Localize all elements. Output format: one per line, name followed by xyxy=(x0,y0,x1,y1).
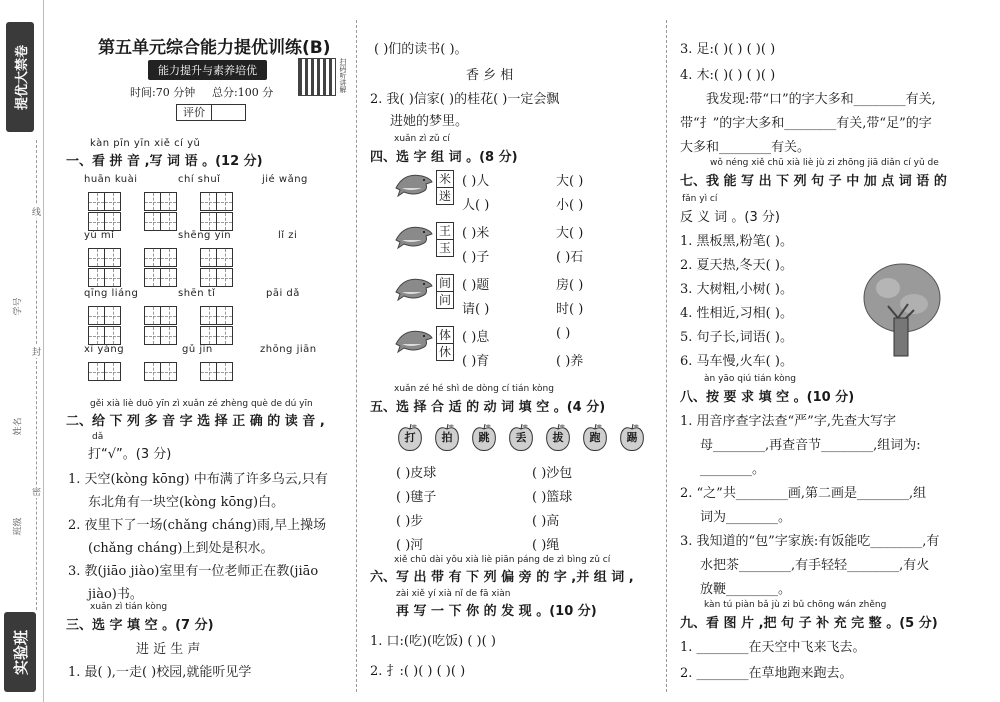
question-line[interactable]: 东北角有一块空(kòng kōng)白。 xyxy=(88,495,285,510)
column-1 xyxy=(58,0,350,702)
column-3 xyxy=(676,0,992,702)
section-6-subtitle: 再 写 一 下 你 的 发 现 。(10 分) xyxy=(396,604,597,619)
word-blank[interactable]: ( )育 xyxy=(462,354,490,369)
word-blank[interactable]: ( )题 xyxy=(462,278,490,293)
verb-apple-row xyxy=(396,422,646,452)
question-line[interactable]: 3. 教(jiāo jiào)室里有一位老师正在教(jiāo xyxy=(68,564,319,579)
section-8-title: 八、按 要 求 填 空 。(10 分) xyxy=(680,390,855,405)
column-2 xyxy=(366,0,662,702)
pinyin-word: lǐ zi xyxy=(278,230,298,241)
writing-grid-row[interactable] xyxy=(88,362,232,381)
antonym-line[interactable]: 1. 黑板黑,粉笔( )。 xyxy=(680,234,793,249)
section-pinyin: xuǎn zé hé shì de dòng cí tián kòng xyxy=(394,384,554,394)
verb-apple-icon: 跳 xyxy=(470,422,498,452)
verb-blank[interactable]: ( )毽子 xyxy=(396,490,437,505)
verb-apple-icon: 拔 xyxy=(544,422,572,452)
column-divider xyxy=(356,20,357,692)
verb-apple-icon: 跑 xyxy=(581,422,609,452)
word-blank[interactable]: ( )养 xyxy=(556,354,584,369)
word-blank[interactable]: 小( ) xyxy=(556,198,584,213)
question-line[interactable]: (chǎng cháng)上到处是积水。 xyxy=(88,541,274,556)
writing-grid-row[interactable] xyxy=(88,212,232,231)
pair-character: 玉 xyxy=(438,241,451,255)
word-blank[interactable]: ( ) xyxy=(556,326,571,341)
section-pinyin: gěi xià liè duō yīn zì xuǎn zé zhèng què de dú yīn xyxy=(90,399,313,409)
pinyin-word: gǔ jīn xyxy=(182,344,213,355)
writing-grid-row[interactable] xyxy=(88,306,232,325)
section-7-title: 七、我 能 写 出 下 列 句 子 中 加 点 词 语 的 xyxy=(680,174,947,189)
section-4-title: 四、选 字 组 词 。(8 分) xyxy=(370,150,518,165)
verb-apple-icon: 拍 xyxy=(433,422,461,452)
pinyin-word: chí shuǐ xyxy=(178,174,221,185)
cut-label: 线 xyxy=(32,205,41,218)
word-blank[interactable]: ( )石 xyxy=(556,250,584,265)
pinyin-word: pāi dǎ xyxy=(266,288,300,299)
word-blank[interactable]: 大( ) xyxy=(556,226,584,241)
pinyin-word: xī yáng xyxy=(84,344,125,355)
question-line[interactable]: 1. 用音序查字法查“严”字,先查大写字 xyxy=(680,414,896,429)
choice-characters: 进 近 生 声 xyxy=(136,642,201,657)
binding-sidebar xyxy=(0,0,44,702)
question-line[interactable]: 1. 天空(kòng kōng) 中布满了许多乌云,只有 xyxy=(68,472,328,487)
pinyin-word: qīng liáng xyxy=(84,288,139,299)
evaluation-box[interactable]: 评价 xyxy=(176,104,246,121)
question-line[interactable]: ( )们的读书( )。 xyxy=(374,42,468,57)
pair-character: 米 xyxy=(438,172,451,186)
verb-apple-icon: 丢 xyxy=(507,422,535,452)
dolphin-icon xyxy=(394,222,434,254)
antonym-line[interactable]: 6. 马车慢,火车( )。 xyxy=(680,354,793,369)
section-pinyin: xiě chū dài yǒu xià liè piān páng de zì bìng zǔ cí xyxy=(394,555,611,565)
pinyin-word: shēn tǐ xyxy=(178,288,216,299)
question-line[interactable]: 大多和________有关。 xyxy=(680,140,811,155)
word-blank[interactable]: ( )人 xyxy=(462,174,490,189)
column-divider xyxy=(666,20,667,692)
question-line[interactable]: 2. 扌:( )( ) ( )( ) xyxy=(370,664,466,679)
verb-blank[interactable]: ( )沙包 xyxy=(532,466,573,481)
word-blank[interactable]: 房( ) xyxy=(556,278,584,293)
word-blank[interactable]: 时( ) xyxy=(556,302,584,317)
question-line: 进她的梦里。 xyxy=(390,114,469,129)
pinyin-word: huān kuài xyxy=(84,174,138,185)
student-id-field: 学号 xyxy=(13,297,24,316)
character-pair xyxy=(436,170,454,205)
pinyin-word: jié wǎng xyxy=(262,174,308,185)
pair-character: 迷 xyxy=(438,189,451,203)
antonym-line[interactable]: 4. 性相近,习相( )。 xyxy=(680,306,793,321)
section-pinyin: kàn pīn yīn xiě cí yǔ xyxy=(90,138,201,149)
verb-blank[interactable]: ( )皮球 xyxy=(396,466,437,481)
cut-label: 密 xyxy=(32,485,41,498)
pair-character: 问 xyxy=(438,293,451,307)
question-line[interactable]: 3. 足:( )( ) ( )( ) xyxy=(680,42,776,57)
question-line[interactable]: 4. 木:( )( ) ( )( ) xyxy=(680,68,776,83)
verb-blank[interactable]: ( )篮球 xyxy=(532,490,573,505)
pair-character: 休 xyxy=(438,345,451,359)
question-line[interactable]: 1. ________在天空中飞来飞去。 xyxy=(680,640,866,655)
section-5-title: 五、选 择 合 适 的 动 词 填 空 。(4 分) xyxy=(370,400,606,415)
word-blank[interactable]: ( )子 xyxy=(462,250,490,265)
section-3-title: 三、选 字 填 空 。(7 分) xyxy=(66,618,214,633)
question-line[interactable]: 母________,再查音节________,组词为: xyxy=(700,438,921,453)
writing-grid-row[interactable] xyxy=(88,248,232,267)
writing-grid-row[interactable] xyxy=(88,192,232,211)
pair-character: 间 xyxy=(438,276,451,290)
verb-blank[interactable]: ( )绳 xyxy=(532,538,560,553)
question-line[interactable]: ________。 xyxy=(700,462,766,477)
verb-blank[interactable]: ( )河 xyxy=(396,538,424,553)
section-pinyin: àn yāo qiú tián kòng xyxy=(704,374,796,384)
dolphin-icon xyxy=(394,274,434,306)
choice-characters: 香 乡 相 xyxy=(466,68,514,83)
word-blank[interactable]: 人( ) xyxy=(462,198,490,213)
section-2-subtitle: 打“√”。(3 分) xyxy=(88,447,172,462)
class-field: 班级 xyxy=(13,517,24,536)
section-9-title: 九、看 图 片 ,把 句 子 补 充 完 整 。(5 分) xyxy=(680,616,938,631)
pair-character: 体 xyxy=(438,328,451,342)
section-2-title: 二、给 下 列 多 音 字 选 择 正 确 的 读 音 , xyxy=(66,414,325,429)
verb-blank[interactable]: ( )高 xyxy=(532,514,560,529)
pinyin-word: yù mǐ xyxy=(84,230,115,241)
tree-illustration xyxy=(858,258,946,358)
question-line[interactable]: 水把茶________,有手轻轻________,有火 xyxy=(700,558,930,573)
cut-label: 封 xyxy=(32,345,41,358)
brand-logo-top: 提优大禁卷 xyxy=(6,22,34,132)
section-7-subtitle: 反 义 词 。(3 分) xyxy=(680,210,780,225)
section-pinyin: fǎn yì cí xyxy=(682,194,718,204)
word-blank[interactable]: 大( ) xyxy=(556,174,584,189)
verb-apple-icon: 打 xyxy=(396,422,424,452)
question-line[interactable]: 2. 夜里下了一场(chǎng cháng)雨,早上操场 xyxy=(68,518,327,533)
writing-grid-row[interactable] xyxy=(88,268,232,287)
page-title: 第五单元综合能力提优训练(B) xyxy=(98,38,331,58)
qr-code-icon[interactable] xyxy=(298,58,336,96)
dolphin-icon xyxy=(394,326,434,358)
question-line[interactable]: 带“扌”的字大多和________有关,带“足”的字 xyxy=(680,116,932,131)
section-pinyin: xuǎn zì tián kòng xyxy=(90,602,168,612)
name-field: 姓名 xyxy=(13,417,24,436)
total-score-label: 总分:100 分 xyxy=(212,86,274,99)
section-1-title: 一、看 拼 音 ,写 词 语 。(12 分) xyxy=(66,154,263,169)
verb-apple-icon: 踢 xyxy=(618,422,646,452)
word-blank[interactable]: ( )息 xyxy=(462,330,490,345)
verb-blank[interactable]: ( )步 xyxy=(396,514,424,529)
word-blank[interactable]: ( )米 xyxy=(462,226,490,241)
pair-character: 王 xyxy=(438,224,451,238)
pinyin-word: zhōng jiān xyxy=(260,344,317,355)
word-blank[interactable]: 请( ) xyxy=(462,302,490,317)
antonym-line[interactable]: 5. 句子长,词语( )。 xyxy=(680,330,793,345)
character-pair xyxy=(436,274,454,309)
section-pinyin: dǎ xyxy=(92,432,104,442)
question-line[interactable]: 1. 口:(吃)(吃饭) ( )( ) xyxy=(370,634,496,649)
pinyin-word: shēng yīn xyxy=(178,230,232,241)
qr-caption: 扫码听讲解 xyxy=(339,58,347,93)
brand-logo-bottom: 实验班 xyxy=(4,612,36,692)
question-line[interactable]: 词为________。 xyxy=(700,510,792,525)
dolphin-icon xyxy=(394,170,434,202)
question-line[interactable]: 2. 我( )信家( )的桂花( )一定会飘 xyxy=(370,92,560,107)
question-line[interactable]: 1. 最( ),一走( )校园,就能听见学 xyxy=(68,665,252,680)
writing-grid-row[interactable] xyxy=(88,326,232,345)
question-line[interactable]: jiào)书。 xyxy=(88,587,143,602)
question-line[interactable]: 2. ________在草地跑来跑去。 xyxy=(680,666,853,681)
question-line[interactable]: 我发现:带“口”的字大多和________有关, xyxy=(706,92,936,107)
section-pinyin: zài xiě yí xià nǐ de fā xiàn xyxy=(396,589,511,599)
section-pinyin: wǒ néng xiě chū xià liè jù zi zhōng jiā diǎn cí yǔ de xyxy=(710,158,939,168)
question-line[interactable]: 放鞭________。 xyxy=(700,582,792,597)
time-label: 时间:70 分钟 xyxy=(130,86,196,99)
antonym-line[interactable]: 3. 大树粗,小树( )。 xyxy=(680,282,793,297)
question-line[interactable]: 2. “之”共________画,第二画是________,组 xyxy=(680,486,927,501)
question-line[interactable]: 3. 我知道的“包”字家族:有饭能吃________,有 xyxy=(680,534,940,549)
section-6-title: 六、写 出 带 有 下 列 偏 旁 的 字 ,并 组 词 , xyxy=(370,570,634,585)
subtitle-badge: 能力提升与素养培优 xyxy=(148,60,267,80)
character-pair xyxy=(436,326,454,361)
character-pair xyxy=(436,222,454,257)
section-pinyin: kàn tú piàn bǎ jù zi bǔ chōng wán zhěng xyxy=(704,600,887,610)
section-pinyin: xuǎn zì zǔ cí xyxy=(394,134,450,144)
antonym-line[interactable]: 2. 夏天热,冬天( )。 xyxy=(680,258,793,273)
